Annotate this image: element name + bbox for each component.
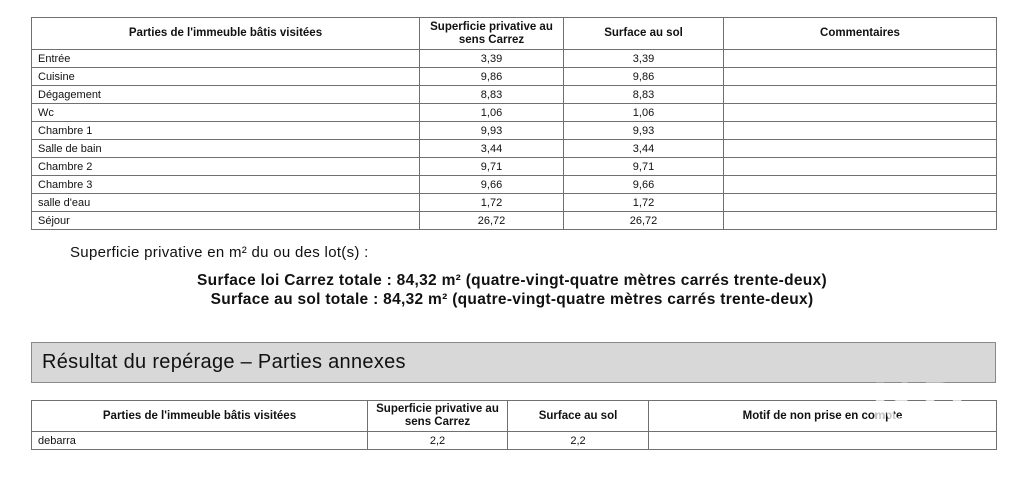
floor-value: 9,86	[564, 68, 724, 86]
comment-cell	[724, 176, 997, 194]
annex-table	[31, 400, 997, 450]
table-row	[32, 158, 997, 176]
floor-value: 26,72	[564, 212, 724, 230]
floor-value: 9,71	[564, 158, 724, 176]
annex-section-header	[31, 342, 996, 383]
comment-cell	[724, 212, 997, 230]
floor-value: 9,93	[564, 122, 724, 140]
floor-value: 2,2	[508, 432, 649, 450]
carrez-value: 9,86	[420, 68, 564, 86]
comment-cell	[724, 140, 997, 158]
comment-cell	[724, 86, 997, 104]
table-row	[32, 140, 997, 158]
floor-value: 1,06	[564, 104, 724, 122]
header-carrez: Superficie privative au sens Carrez	[368, 401, 508, 432]
carrez-value: 9,71	[420, 158, 564, 176]
carrez-value: 3,39	[420, 50, 564, 68]
section-title: Résultat du repérage – Parties annexes	[42, 351, 406, 373]
header-carrez: Superficie privative au sens Carrez	[420, 18, 564, 50]
table-row	[32, 176, 997, 194]
watermark-logo: I&D	[872, 371, 960, 436]
room-name: Séjour	[32, 212, 420, 230]
carrez-value: 9,66	[420, 176, 564, 194]
room-name: Entrée	[32, 50, 420, 68]
carrez-value: 26,72	[420, 212, 564, 230]
header-comments: Commentaires	[724, 18, 997, 50]
room-name: Salle de bain	[32, 140, 420, 158]
header-exclusion-reason: Motif de non prise en compte	[649, 401, 997, 432]
floor-value: 3,44	[564, 140, 724, 158]
table-row	[32, 194, 997, 212]
comment-cell	[724, 50, 997, 68]
comment-cell	[724, 158, 997, 176]
header-floor-surface: Surface au sol	[508, 401, 649, 432]
floor-value: 9,66	[564, 176, 724, 194]
surface-table	[31, 17, 997, 230]
room-name: Dégagement	[32, 86, 420, 104]
table-row	[32, 104, 997, 122]
carrez-value: 8,83	[420, 86, 564, 104]
reason-cell	[649, 432, 997, 450]
room-name: salle d'eau	[32, 194, 420, 212]
floor-value: 1,72	[564, 194, 724, 212]
header-parts: Parties de l'immeuble bâtis visitées	[32, 401, 368, 432]
room-name: Chambre 1	[32, 122, 420, 140]
comment-cell	[724, 104, 997, 122]
floor-value: 3,39	[564, 50, 724, 68]
carrez-value: 1,72	[420, 194, 564, 212]
table-row	[32, 86, 997, 104]
carrez-total: Surface loi Carrez totale : 84,32 m² (quatre-vingt-quatre mètres carrés trente-deux)	[197, 272, 827, 289]
table-header-row	[32, 401, 997, 432]
room-name: Chambre 3	[32, 176, 420, 194]
floor-value: 8,83	[564, 86, 724, 104]
header-parts: Parties de l'immeuble bâtis visitées	[32, 18, 420, 50]
floor-surface-total: Surface au sol totale : 84,32 m² (quatre-vingt-quatre mètres carrés trente-deux)	[210, 291, 814, 308]
room-name: debarra	[32, 432, 368, 450]
table-row	[32, 212, 997, 230]
summary-label: Superficie privative en m² du ou des lot(s) :	[70, 244, 369, 261]
carrez-value: 1,06	[420, 104, 564, 122]
room-name: Chambre 2	[32, 158, 420, 176]
table-row	[32, 50, 997, 68]
table-row	[32, 68, 997, 86]
table-row	[32, 432, 997, 450]
table-row	[32, 122, 997, 140]
comment-cell	[724, 194, 997, 212]
header-floor-surface: Surface au sol	[564, 18, 724, 50]
comment-cell	[724, 122, 997, 140]
carrez-value: 9,93	[420, 122, 564, 140]
room-name: Cuisine	[32, 68, 420, 86]
room-name: Wc	[32, 104, 420, 122]
table-header-row	[32, 18, 997, 50]
carrez-value: 2,2	[368, 432, 508, 450]
carrez-value: 3,44	[420, 140, 564, 158]
comment-cell	[724, 68, 997, 86]
